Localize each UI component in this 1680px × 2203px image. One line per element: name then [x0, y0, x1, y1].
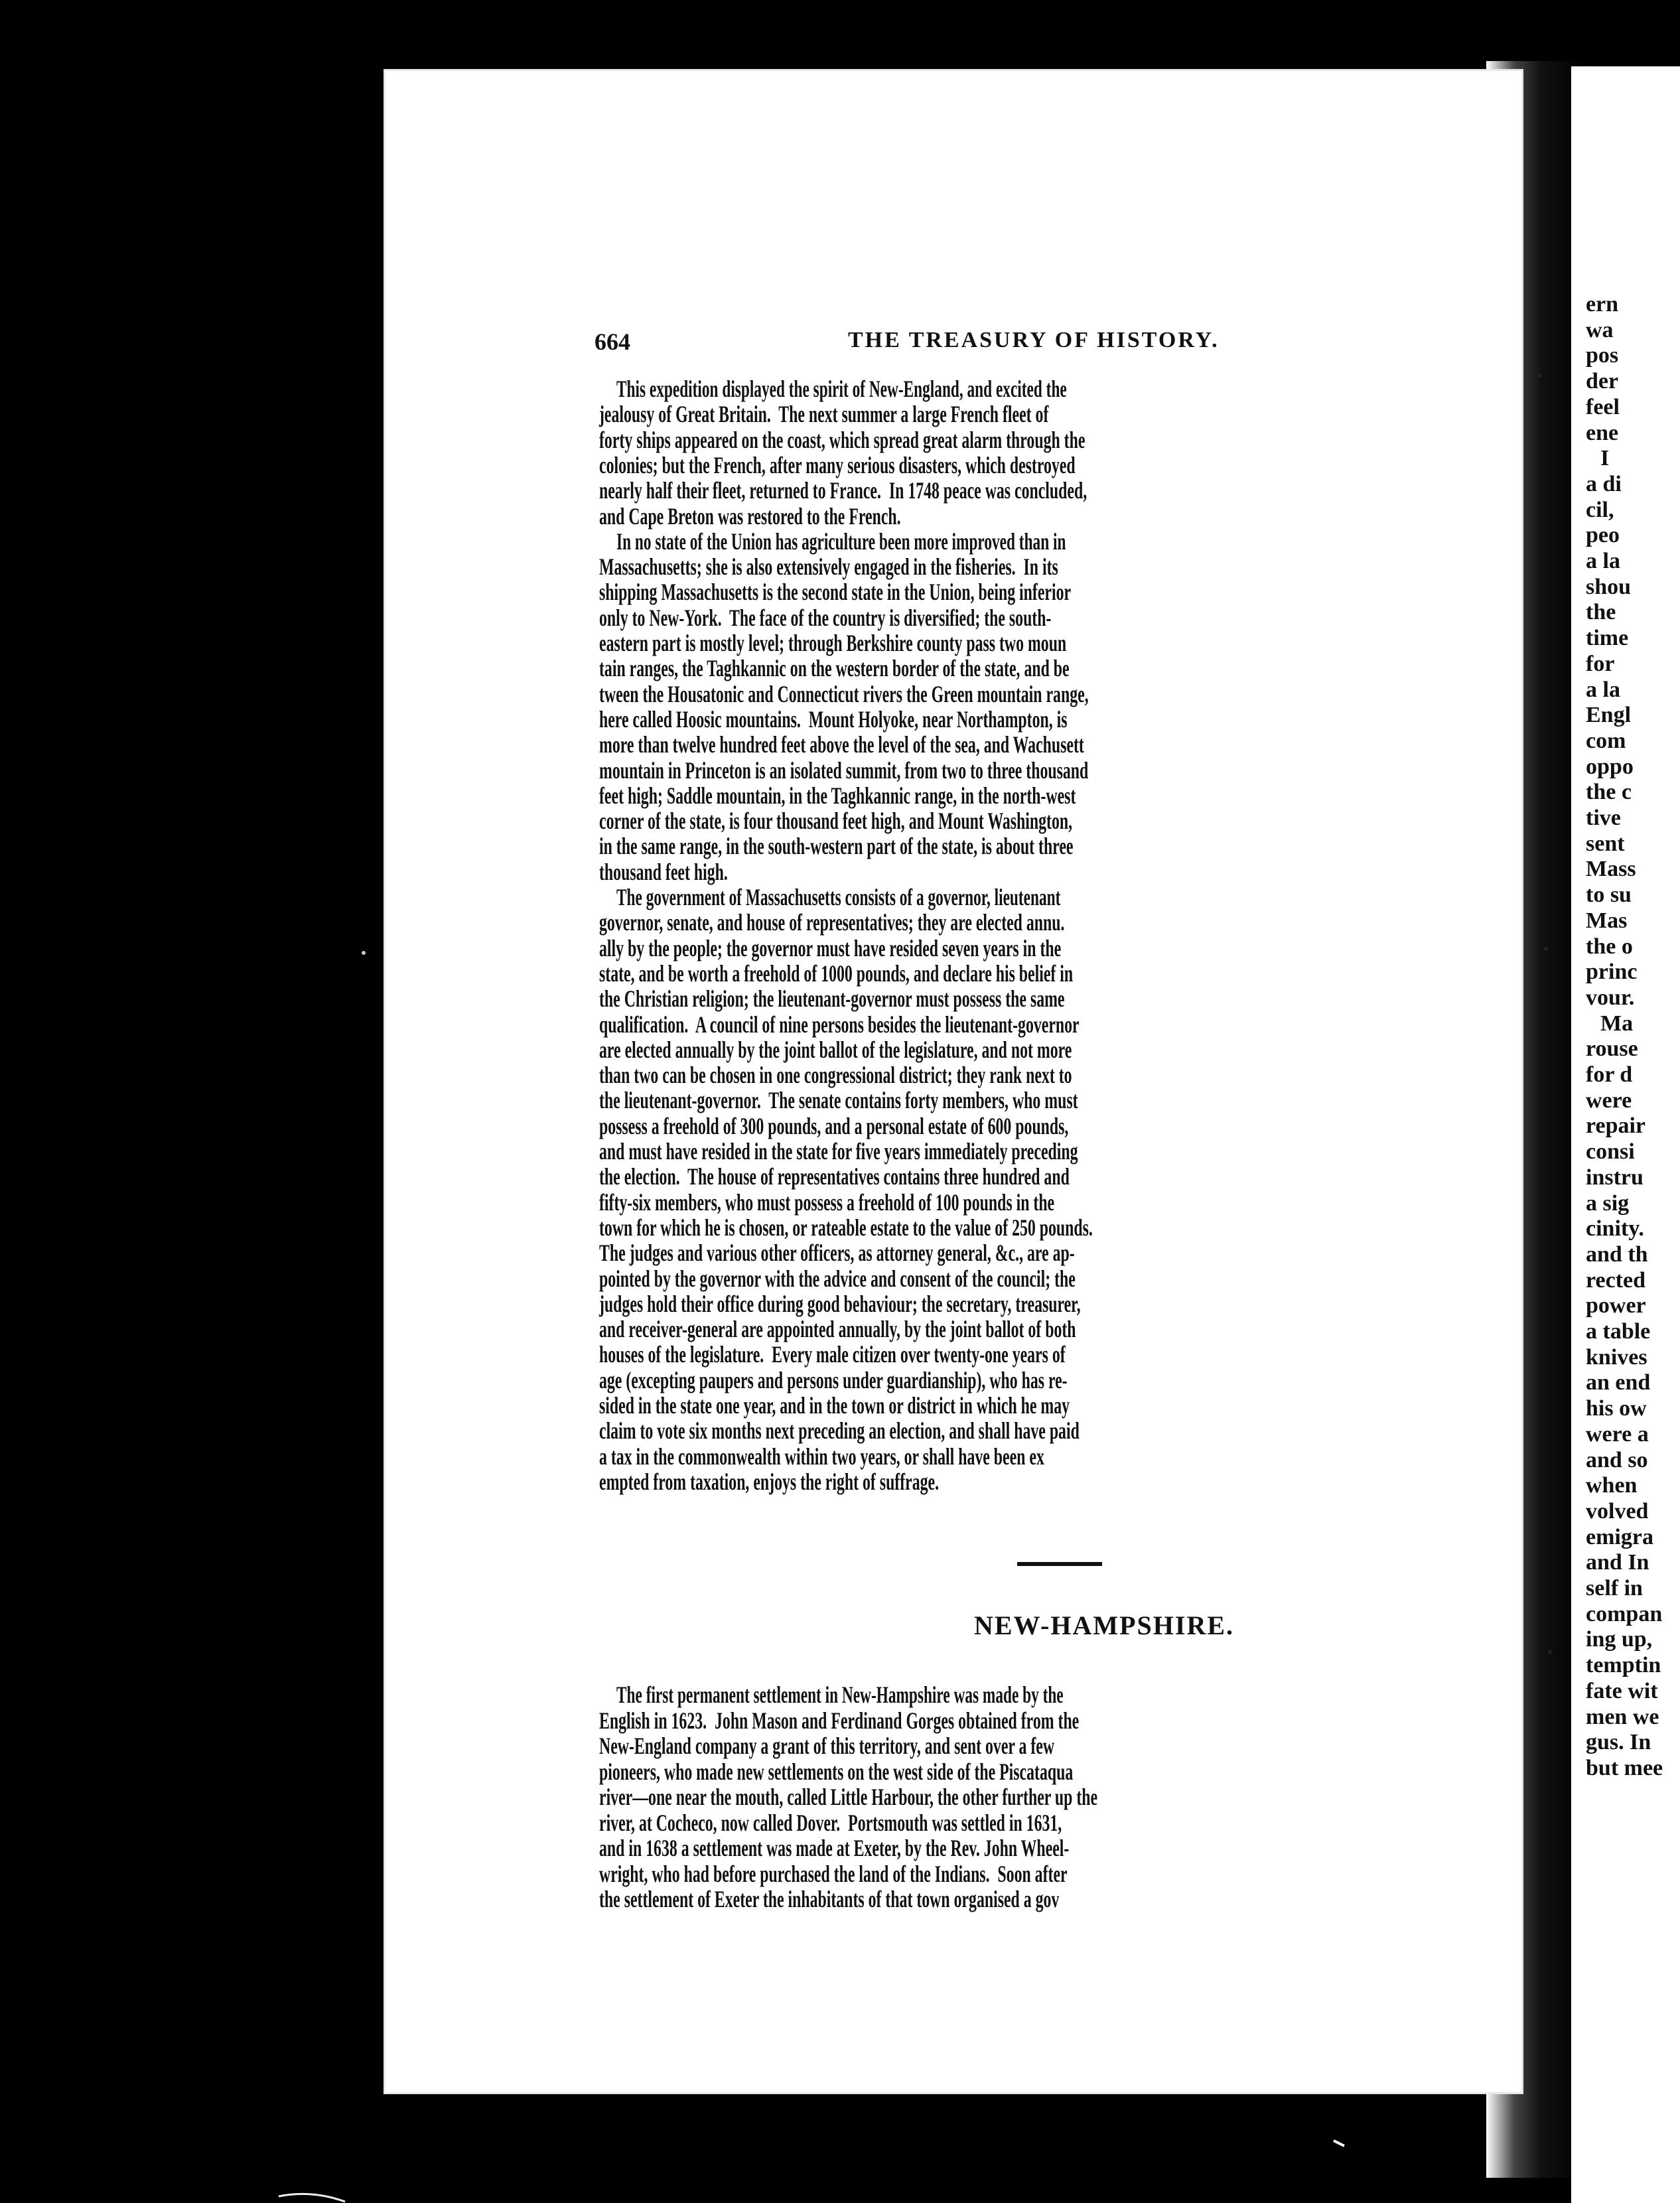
facing-page-fragment: a la	[1586, 677, 1620, 702]
facing-page-fragment: repair	[1586, 1113, 1646, 1139]
facing-page-fragment: and In	[1586, 1550, 1649, 1575]
text-line: tween the Housatonic and Connecticut rivers the Green mountain range,	[599, 680, 1089, 707]
facing-page-fragment: ing up,	[1586, 1627, 1653, 1652]
text-line: tain ranges, the Taghkannic on the western border of the state, and be	[599, 655, 1070, 682]
text-line: possess a freehold of 300 pounds, and a personal estate of 600 pounds,	[599, 1112, 1069, 1139]
facing-page-fragment: self in	[1586, 1576, 1643, 1600]
facing-page-fragment: power	[1586, 1293, 1646, 1318]
facing-page-fragment: the o	[1586, 934, 1633, 959]
facing-page-fragment: were a	[1586, 1421, 1649, 1447]
facing-page-fragment: were	[1586, 1088, 1632, 1113]
facing-page-fragment: when	[1586, 1473, 1638, 1498]
text-line: and must have resided in the state for five years immediately preceding	[599, 1138, 1078, 1165]
text-line: mountain in Princeton is an isolated summit, from two to three thousand	[599, 756, 1089, 784]
text-line: English in 1623. John Mason and Ferdinand Gorges obtained from the	[599, 1707, 1080, 1734]
facing-page-fragment: wa	[1586, 317, 1614, 342]
page-number: 664	[595, 328, 630, 355]
text-line: the Christian religion; the lieutenant-governor must possess the same	[599, 985, 1065, 1013]
facing-page-fragment: gus. In	[1586, 1730, 1651, 1755]
text-line: pioneers, who made new settlements on the west side of the Piscataqua	[599, 1758, 1074, 1785]
text-line: eastern part is mostly level; through Berkshire county pass two moun	[599, 630, 1067, 656]
facing-page-fragment: tive	[1586, 806, 1621, 830]
text-line: houses of the legislature. Every male citizen over twenty-one years of	[599, 1341, 1066, 1368]
book-page	[384, 69, 1523, 2094]
facing-page-fragment: but mee	[1586, 1755, 1663, 1780]
facing-page-fragment: to su	[1586, 883, 1632, 908]
facing-page-fragment: the	[1586, 600, 1616, 625]
facing-page-fragment: emigra	[1586, 1524, 1653, 1549]
text-line: jealousy of Great Britain. The next summer a large French fleet of	[599, 401, 1049, 428]
facing-page-fragment: volved	[1586, 1498, 1649, 1524]
text-line: feet high; Saddle mountain, in the Taghkannic range, in the north-west	[599, 782, 1076, 809]
facing-page-fragment: Ma	[1600, 1011, 1634, 1036]
text-line: governor, senate, and house of representatives; they are elected annu.	[599, 909, 1065, 936]
facing-page-fragment: time	[1586, 626, 1629, 651]
facing-page-fragment: for	[1586, 651, 1615, 676]
facing-page-fragment: I	[1600, 446, 1610, 471]
text-line: In no state of the Union has agriculture been more improved than in	[616, 528, 1066, 555]
text-line: state, and be worth a freehold of 1000 pounds, and declare his belief in	[599, 959, 1074, 987]
facing-page-fragment: com	[1586, 728, 1626, 753]
text-line: The judges and various other officers, as attorney general, &c., are ap-	[599, 1240, 1075, 1267]
text-line: age (excepting paupers and persons under guardianship), who has re-	[599, 1366, 1068, 1393]
facing-page-fragment: the c	[1586, 780, 1632, 805]
text-line: Massachusetts; she is also extensively engaged in the fisheries. In its	[599, 553, 1058, 581]
text-line: the election. The house of representatives contains three hundred and	[599, 1163, 1070, 1190]
facing-page-fragment: a la	[1586, 549, 1620, 573]
facing-page-fragment: cil,	[1586, 497, 1614, 522]
text-line: claim to vote six months next preceding an election, and shall have paid	[599, 1417, 1080, 1445]
text-line: wright, who had before purchased the land of the Indians. Soon after	[599, 1860, 1068, 1887]
facing-page-fragment: a di	[1586, 471, 1622, 496]
facing-page-fragment: rouse	[1586, 1036, 1638, 1062]
text-line: only to New-York. The face of the country is diversified; the south-	[599, 604, 1052, 631]
facing-page-fragment: sent	[1586, 831, 1625, 856]
facing-page-fragment: an end	[1586, 1370, 1651, 1395]
text-line: river—one near the mouth, called Little Harbour, the other further up the	[599, 1784, 1098, 1810]
facing-page-fragment: oppo	[1586, 754, 1634, 779]
facing-page-fragment: vour.	[1586, 985, 1635, 1010]
facing-page-fragment: feel	[1586, 394, 1620, 419]
facing-page-fragment: his ow	[1586, 1396, 1647, 1421]
facing-page-fragment: cinity.	[1586, 1216, 1644, 1242]
text-line: thousand feet high.	[599, 858, 728, 885]
facing-page-fragment: princ	[1586, 959, 1638, 985]
text-line: and receiver-general are appointed annually, by the joint ballot of both	[599, 1316, 1076, 1343]
facing-page-fragment: der	[1586, 369, 1619, 394]
text-line: and in 1638 a settlement was made at Exeter, by the Rev. John Wheel-	[599, 1835, 1070, 1861]
text-line: colonies; but the French, after many serious disasters, which destroyed	[599, 451, 1076, 478]
text-line: and Cape Breton was restored to the French.	[599, 502, 901, 530]
facing-page-fragment: rected	[1586, 1267, 1645, 1293]
text-line: shipping Massachusetts is the second state in the Union, being inferior	[599, 579, 1072, 606]
facing-page-fragment: temptin	[1586, 1653, 1661, 1678]
facing-page-fragment: knives	[1586, 1344, 1647, 1370]
running-title: THE TREASURY OF HISTORY.	[848, 328, 1220, 352]
text-line: than two can be chosen in one congressional district; they rank next to	[599, 1062, 1072, 1089]
facing-page-fragment: pos	[1586, 343, 1619, 368]
facing-page-fragment: ene	[1586, 420, 1619, 445]
text-line: qualification. A council of nine persons besides the lieutenant-governor	[599, 1011, 1080, 1038]
facing-page-fragment: a table	[1586, 1319, 1651, 1344]
text-line: New-England company a grant of this territory, and sent over a few	[599, 1733, 1055, 1759]
facing-page	[1571, 66, 1680, 2203]
text-line: river, at Cocheco, now called Dover. Portsmouth was settled in 1631,	[599, 1809, 1062, 1836]
text-line: are elected annually by the joint ballot of the legislature, and not more	[599, 1036, 1072, 1063]
text-line: This expedition displayed the spirit of New-England, and excited the	[616, 376, 1067, 402]
text-line: forty ships appeared on the coast, which spread great alarm through the	[599, 426, 1085, 453]
facing-page-fragment: shou	[1586, 574, 1632, 599]
text-line: in the same range, in the south-western part of the state, is about three	[599, 833, 1074, 860]
text-line: fifty-six members, who must possess a freehold of 100 pounds in the	[599, 1188, 1055, 1216]
section-text	[384, 69, 1523, 2094]
text-line: a tax in the commonwealth within two years, or shall have been ex	[599, 1443, 1044, 1470]
text-line: empted from taxation, enjoys the right of suffrage.	[599, 1468, 940, 1495]
section-heading: NEW-HAMPSHIRE.	[973, 1610, 1235, 1640]
facing-page-fragment: peo	[1586, 523, 1620, 548]
text-line: pointed by the governor with the advice and consent of the council; the	[599, 1265, 1076, 1292]
text-line: more than twelve hundred feet above the level of the sea, and Wachusett	[599, 731, 1084, 758]
text-line: nearly half their fleet, returned to France. In 1748 peace was concluded,	[599, 477, 1087, 504]
facing-page-fragment: a sig	[1586, 1190, 1630, 1216]
facing-page-fragment: ern	[1586, 292, 1619, 317]
text-line: corner of the state, is four thousand feet high, and Mount Washington,	[599, 808, 1073, 835]
facing-page-fragment: for d	[1586, 1062, 1633, 1087]
text-line: the lieutenant-governor. The senate contains forty members, who must	[599, 1087, 1078, 1114]
text-line: ally by the people; the governor must have resided seven years in the	[599, 934, 1062, 961]
facing-page-fragment: Mas	[1586, 908, 1628, 933]
facing-page-fragment: instru	[1586, 1165, 1644, 1190]
text-line: the settlement of Exeter the inhabitants of that town organised a gov	[599, 1886, 1060, 1912]
facing-page-fragment: Mass	[1586, 857, 1636, 882]
text-line: town for which he is chosen, or rateable estate to the value of 250 pounds.	[599, 1214, 1093, 1241]
text-line: here called Hoosic mountains. Mount Holyoke, near Northampton, is	[599, 705, 1068, 733]
facing-page-fragment: compan	[1586, 1601, 1663, 1626]
text-line: The first permanent settlement in New-Hampshire was made by the	[616, 1681, 1064, 1708]
text-line: sided in the state one year, and in the town or district in which he may	[599, 1392, 1070, 1419]
facing-page-fragment: men we	[1586, 1704, 1659, 1729]
facing-page-fragment: and th	[1586, 1242, 1648, 1267]
text-line: The government of Massachusetts consists of a governor, lieutenant	[616, 884, 1061, 910]
facing-page-fragment: fate wit	[1586, 1678, 1658, 1703]
facing-page-fragment: Engl	[1586, 703, 1632, 728]
text-line: judges hold their office during good behaviour; the secretary, treasurer,	[599, 1290, 1081, 1317]
facing-page-fragment: consi	[1586, 1139, 1635, 1165]
facing-page-fragment: and so	[1586, 1447, 1648, 1472]
